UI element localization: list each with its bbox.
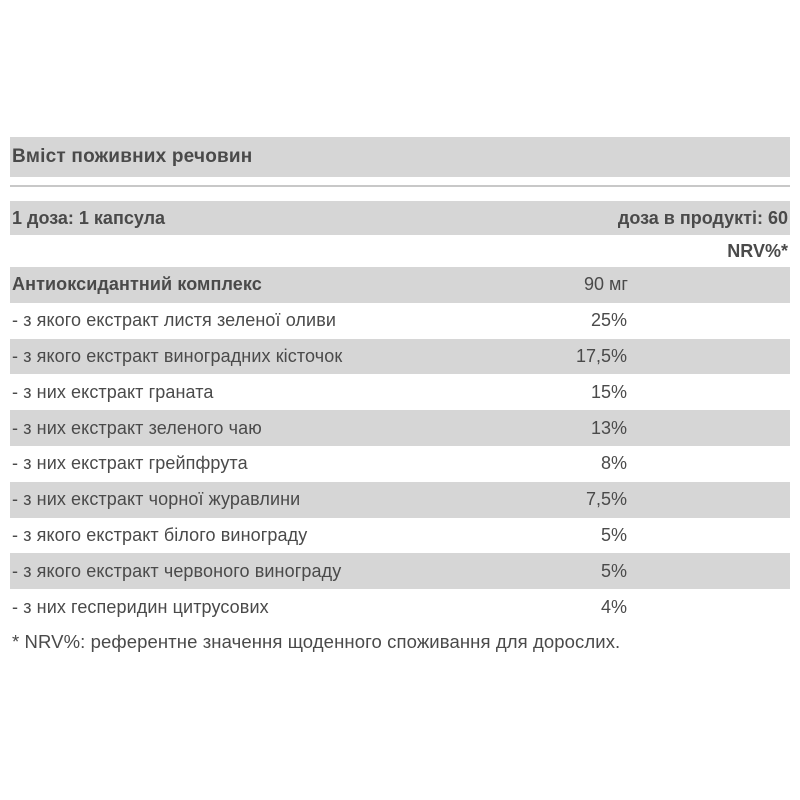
- nutrient-name: - з них гесперидин цитрусових: [12, 596, 269, 617]
- nutrient-name: - з них екстракт грейпфрута: [12, 453, 248, 474]
- nutrient-name: - з них екстракт зеленого чаю: [12, 417, 262, 438]
- table-row: [10, 482, 790, 518]
- table-row: [10, 374, 790, 410]
- servings-per-product: доза в продукті: 60: [617, 207, 788, 228]
- nutrient-value: 90 мг: [584, 274, 628, 295]
- nutrient-value: 5%: [600, 524, 627, 545]
- table-row: [10, 589, 790, 625]
- serving-size-label: 1 доза: 1 капсула: [12, 207, 166, 228]
- table-row: [10, 518, 790, 554]
- nutrient-value: 8%: [600, 453, 627, 474]
- nrv-footnote: * NRV%: референтне значення щоденного споживання для дорослих.: [12, 630, 621, 652]
- nutrient-name: - з них екстракт граната: [12, 381, 214, 402]
- table-row: [10, 446, 790, 482]
- table-row: [10, 303, 790, 339]
- nutrient-name: - з якого екстракт червоного винограду: [12, 560, 342, 581]
- table-row: [10, 410, 790, 446]
- nutrient-value: 7,5%: [585, 489, 627, 510]
- nutrient-name: Антиоксидантний комплекс: [12, 274, 262, 295]
- table-row: [10, 339, 790, 375]
- nutrient-value: 13%: [590, 417, 627, 438]
- nutrient-value: 4%: [600, 596, 627, 617]
- nutrition-title-bar: [10, 137, 790, 177]
- nrv-header-row: [10, 235, 790, 267]
- nutrient-value: 15%: [590, 381, 627, 402]
- nutrient-name: - з якого екстракт листя зеленої оливи: [12, 310, 337, 331]
- nrv-header: NRV%*: [727, 240, 788, 261]
- nutrition-panel: [10, 137, 790, 653]
- nutrient-name: - з якого екстракт виноградних кісточок: [12, 345, 343, 366]
- nutrient-name: - з них екстракт чорної журавлини: [12, 489, 301, 510]
- nutrient-name: - з якого екстракт білого винограду: [12, 524, 308, 545]
- table-row: [10, 267, 790, 303]
- divider: [10, 185, 790, 187]
- table-row: [10, 553, 790, 589]
- nutrient-value: 17,5%: [575, 345, 627, 366]
- nutrient-value: 5%: [600, 560, 627, 581]
- nutrition-title: Вміст поживних речовин: [12, 146, 253, 167]
- nutrient-value: 25%: [590, 310, 627, 331]
- dose-bar: [10, 201, 790, 235]
